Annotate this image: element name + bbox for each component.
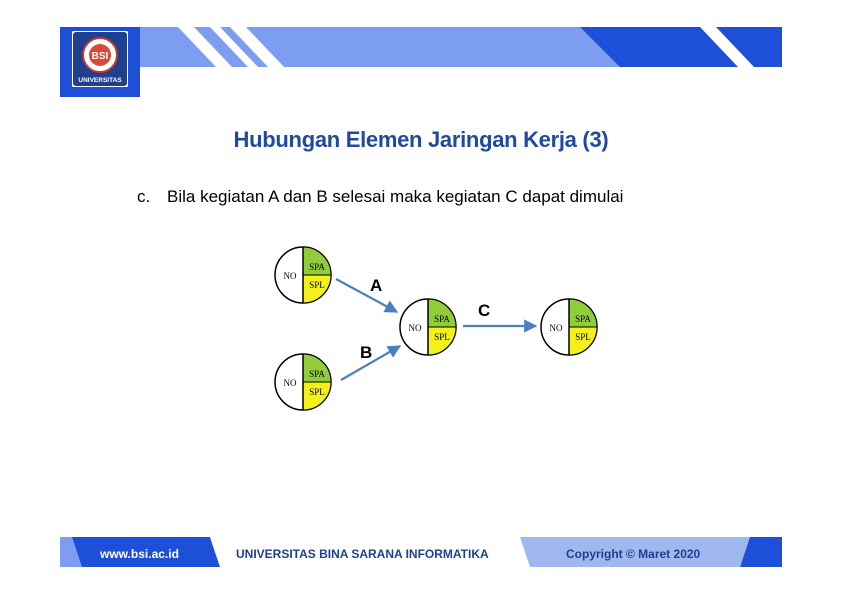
slide <box>60 27 782 567</box>
node-1-spa: SPA <box>309 262 325 272</box>
footer-copyright: Copyright © Maret 2020 <box>566 547 701 561</box>
node-2-spl: SPL <box>309 387 325 397</box>
node-4-spl: SPL <box>575 332 591 342</box>
node-3-no: NO <box>408 323 422 333</box>
node-3-spa: SPA <box>434 314 450 324</box>
node-1-no: NO <box>283 271 297 281</box>
node-1-spl: SPL <box>309 280 325 290</box>
activity-c-label: C <box>478 301 491 320</box>
event-node-4 <box>541 299 597 355</box>
footer-university: UNIVERSITAS BINA SARANA INFORMATIKA <box>236 547 489 561</box>
footer-url[interactable]: www.bsi.ac.id <box>100 547 179 561</box>
node-2-no: NO <box>283 378 297 388</box>
event-node-3 <box>400 299 456 355</box>
event-node-2 <box>275 354 331 410</box>
bullet-text: Bila kegiatan A dan B selesai maka kegiatan C dapat dimulai <box>167 187 624 206</box>
activity-a-label: A <box>370 276 383 295</box>
node-3-spl: SPL <box>434 332 450 342</box>
event-node-1 <box>275 247 331 303</box>
activity-a-arrow <box>336 279 397 312</box>
network-diagram <box>60 27 782 567</box>
node-2-spa: SPA <box>309 369 325 379</box>
activity-b-label: B <box>360 343 373 362</box>
node-4-spa: SPA <box>575 314 591 324</box>
node-4-no: NO <box>549 323 563 333</box>
bullet-marker: c. <box>137 187 151 206</box>
logo-initials: BSI <box>91 51 109 62</box>
slide-title: Hubungan Elemen Jaringan Kerja (3) <box>233 127 609 152</box>
logo-label: UNIVERSITAS <box>78 77 122 84</box>
